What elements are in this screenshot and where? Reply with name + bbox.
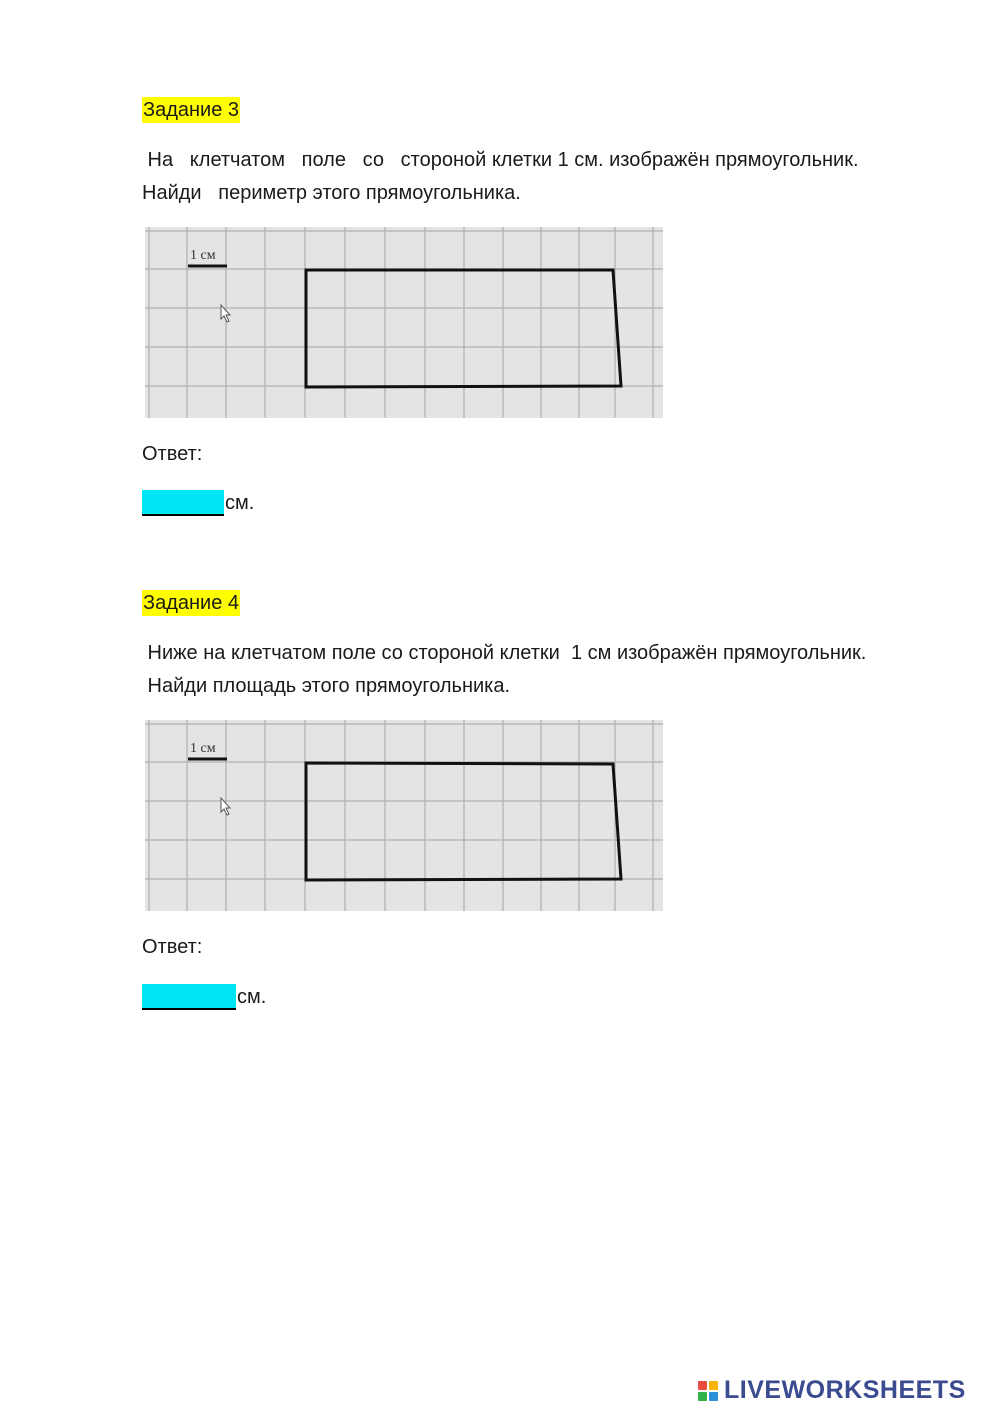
task-3-answer-input[interactable] — [142, 490, 224, 516]
task-3-scale-label: 1 см — [190, 248, 216, 263]
task-3-grid-svg — [145, 227, 663, 418]
task-4-grid-svg — [145, 720, 663, 911]
brand-name: LIVEWORKSHEETS — [724, 1376, 966, 1404]
task-4-grid-figure — [145, 720, 663, 911]
task-3-line-2: Найди периметр этого прямоугольника. — [142, 182, 521, 204]
task-4-scale-label: 1 см — [190, 741, 216, 756]
task-4-answer-input[interactable] — [142, 984, 236, 1010]
task-3-line-1: На клетчатом поле со стороной клетки 1 см. изображён прямоугольник. — [142, 149, 859, 171]
task-3-unit: см. — [225, 492, 255, 514]
task-3-answer-row — [142, 490, 254, 516]
liveworksheets-logo-icon — [698, 1381, 718, 1401]
task-4-title: Задание 4 — [143, 592, 240, 614]
task-3-title: Задание 3 — [143, 99, 240, 121]
task-4-line-1: Ниже на клетчатом поле со стороной клетки 1 см изображён прямоугольник. — [142, 642, 867, 664]
grid-lines — [145, 720, 663, 911]
task-4-answer-row — [142, 984, 266, 1010]
task-4-unit: см. — [237, 986, 267, 1008]
liveworksheets-logo[interactable] — [698, 1376, 966, 1405]
task-3-answer-label: Ответ: — [142, 443, 203, 465]
task-4-line-2: Найди площадь этого прямоугольника. — [142, 675, 511, 697]
grid-lines — [145, 227, 663, 418]
task-3-grid-figure — [145, 227, 663, 418]
task-4-answer-label: Ответ: — [142, 936, 203, 958]
